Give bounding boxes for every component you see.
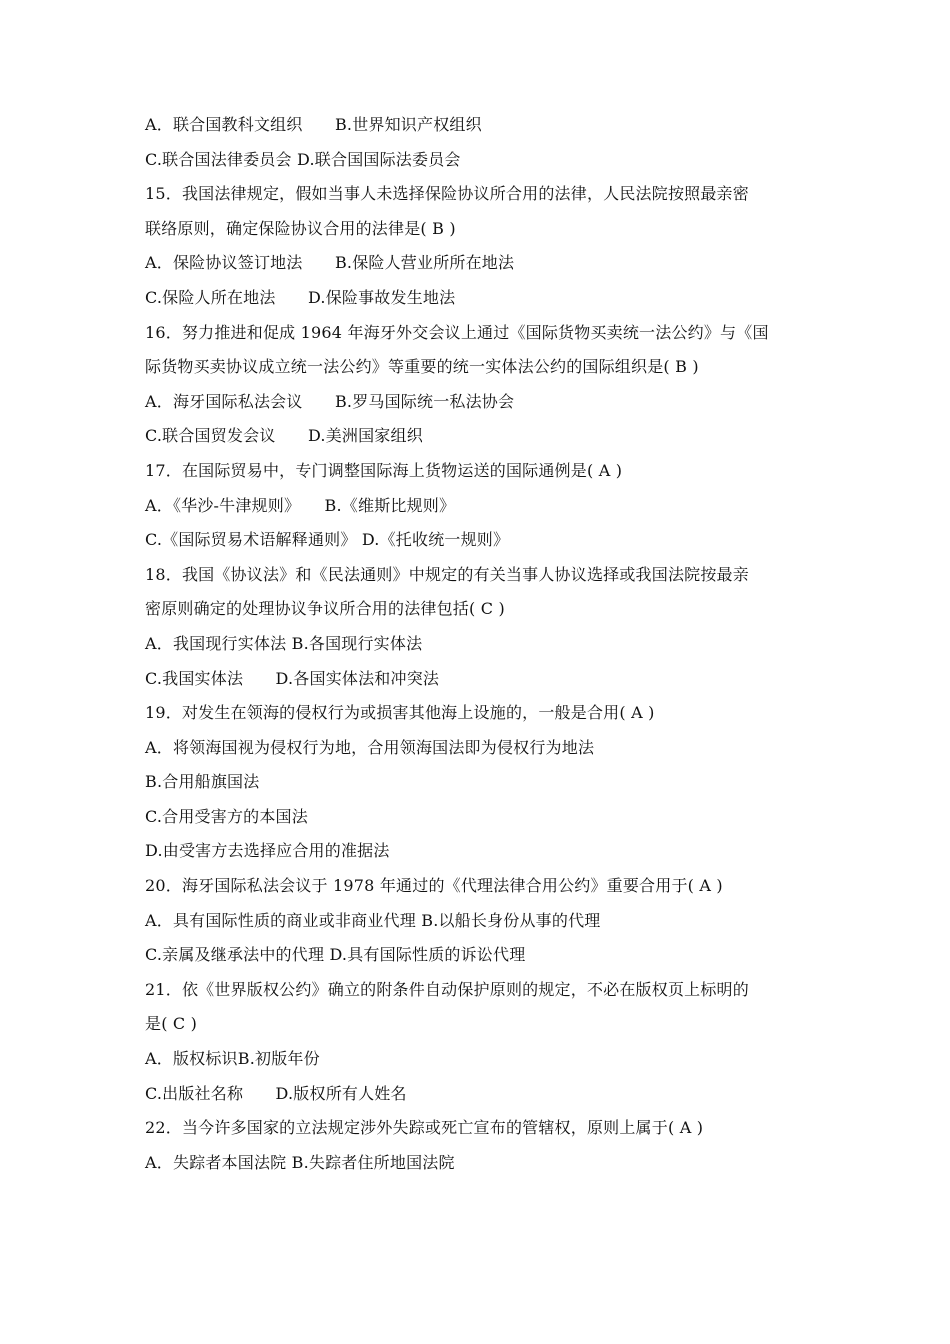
question-17: 17．在国际贸易中，专门调整国际海上货物运送的国际通例是( A ) xyxy=(145,460,623,480)
text-line: 是( C ) xyxy=(145,1014,198,1034)
text-line: A．我国现行实体法 B.各国现行实体法 xyxy=(145,633,423,653)
text-line: A．联合国教科文组织 B.世界知识产权组织 xyxy=(145,115,482,134)
text-line: C.出版社名称 D.版权所有人姓名 xyxy=(145,1083,407,1103)
text-line: A．版权标识B.初版年份 xyxy=(145,1049,320,1069)
text-line: C.亲属及继承法中的代理 D.具有国际性质的诉讼代理 xyxy=(145,945,526,965)
text-line: 密原则确定的处理协议争议所合用的法律包括( C ) xyxy=(145,599,505,619)
text-line: C.联合国贸发会议 D.美洲国家组织 xyxy=(145,426,423,446)
document-body xyxy=(145,108,810,1180)
question-20: 20．海牙国际私法会议于 1978 年通过的《代理法律合用公约》重要合用于( A ) xyxy=(145,876,723,896)
text-line: A．《华沙-牛津规则》 B.《维斯比规则》 xyxy=(145,495,456,515)
text-line: 际货物买卖协议成立统一法公约》等重要的统一实体法公约的国际组织是( B ) xyxy=(145,357,699,377)
text-line: B.合用船旗国法 xyxy=(145,772,260,792)
text-line: C.我国实体法 D.各国实体法和冲突法 xyxy=(145,668,440,688)
text-line: 联络原则，确定保险协议合用的法律是( B ) xyxy=(145,218,456,238)
text-line: A．具有国际性质的商业或非商业代理 B.以船长身份从事的代理 xyxy=(145,910,601,930)
text-line: A．海牙国际私法会议 B.罗马国际统一私法协会 xyxy=(145,391,515,411)
text-line: C.联合国法律委员会 D.联合国国际法委员会 xyxy=(145,149,461,169)
text-line: A．失踪者本国法院 B.失踪者住所地国法院 xyxy=(145,1152,455,1172)
question-18: 18．我国《协议法》和《民法通则》中规定的有关当事人协议选择或我国法院按最亲 xyxy=(145,564,749,584)
text-line: D.由受害方去选择应合用的准据法 xyxy=(145,841,390,861)
text-line: A．保险协议签订地法 B.保险人营业所所在地法 xyxy=(145,253,515,273)
question-21: 21．依《世界版权公约》确立的附条件自动保护原则的规定，不必在版权页上标明的 xyxy=(145,979,749,999)
text-line: C.合用受害方的本国法 xyxy=(145,806,308,826)
question-22: 22．当今许多国家的立法规定涉外失踪或死亡宣布的管辖权，原则上属于( A ) xyxy=(145,1118,704,1138)
text-line: A．将领海国视为侵权行为地，合用领海国法即为侵权行为地法 xyxy=(145,737,595,757)
question-19: 19．对发生在领海的侵权行为或损害其他海上设施的，一般是合用( A ) xyxy=(145,703,655,723)
question-15: 15．我国法律规定，假如当事人未选择保险协议所合用的法律，人民法院按照最亲密 xyxy=(145,184,749,204)
text-line: C.《国际贸易术语解释通则》 D.《托收统一规则》 xyxy=(145,530,510,550)
question-16: 16．努力推进和促成 1964 年海牙外交会议上通过《国际货物买卖统一法公约》与《国 xyxy=(145,322,769,342)
text-line: C.保险人所在地法 D.保险事故发生地法 xyxy=(145,287,456,307)
